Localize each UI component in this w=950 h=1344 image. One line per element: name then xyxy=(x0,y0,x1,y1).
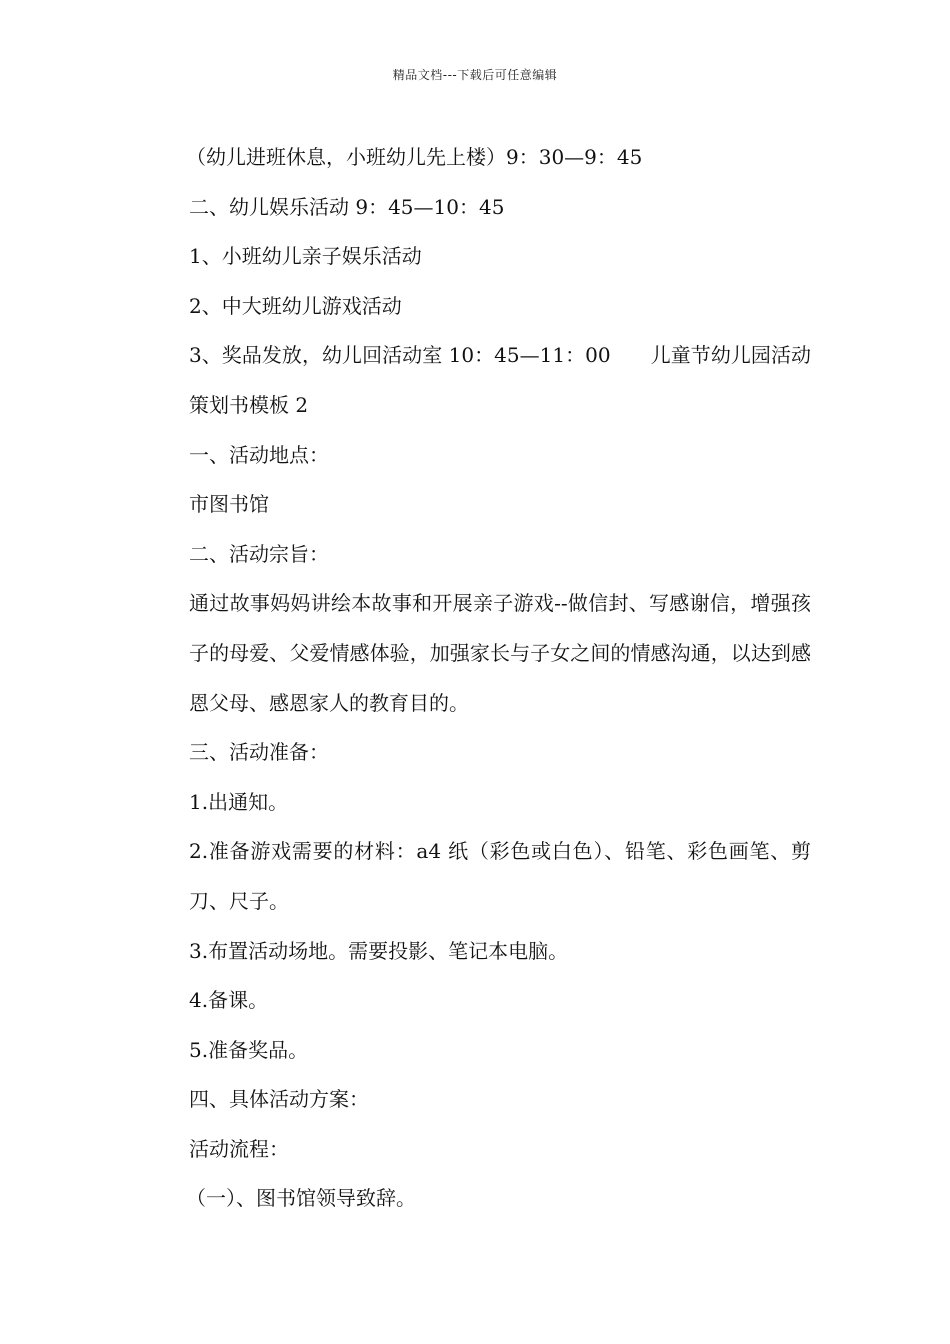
paragraph-prep-4: 4.备课。 xyxy=(189,988,269,1013)
paragraph-location-value: 市图书馆 xyxy=(189,492,269,517)
paragraph-section-4-plan: 四、具体活动方案： xyxy=(189,1087,369,1112)
paragraph-section-1-location: 一、活动地点： xyxy=(189,442,329,467)
paragraph-process-step-1: （一）、图书馆领导致辞。 xyxy=(186,1186,416,1211)
paragraph-prep-5: 5.准备奖品。 xyxy=(189,1037,309,1062)
paragraph-schedule-rest: （幼儿进班休息，小班幼儿先上楼）9：30—9：45 xyxy=(186,145,643,169)
paragraph-section-3-preparation: 三、活动准备： xyxy=(189,740,329,765)
paragraph-prep-3: 3.布置活动场地。需要投影、笔记本电脑。 xyxy=(189,938,569,963)
paragraph-item-1: 1、小班幼儿亲子娱乐活动 xyxy=(189,244,422,269)
paragraph-section-2-purpose: 二、活动宗旨： xyxy=(189,541,329,566)
paragraph-item-2: 2、中大班幼儿游戏活动 xyxy=(189,293,402,318)
paragraph-prep-2: 2.准备游戏需要的材料：a4 纸（彩色或白色）、铅笔、彩色画笔、剪刀、尺子。 xyxy=(189,839,811,913)
paragraph-item-3-awards: 3、奖品发放，幼儿回活动室 10：45—11：00 儿童节幼儿园活动策划书模板 2 xyxy=(189,343,811,417)
paragraph-section-2-entertainment: 二、幼儿娱乐活动 9：45—10：45 xyxy=(189,194,505,219)
paragraph-purpose-text: 通过故事妈妈讲绘本故事和开展亲子游戏--做信封、写感谢信，增强孩子的母爱、父爱情感体验，加强家长与子女之间的情感沟通，以达到感恩父母、感恩家人的教育目的。 xyxy=(189,591,811,715)
paragraph-prep-1: 1.出通知。 xyxy=(189,789,289,814)
document-body xyxy=(146,133,811,1224)
page-header: 精品文档---下载后可任意编辑 xyxy=(392,68,558,82)
paragraph-process-label: 活动流程： xyxy=(189,1136,289,1161)
